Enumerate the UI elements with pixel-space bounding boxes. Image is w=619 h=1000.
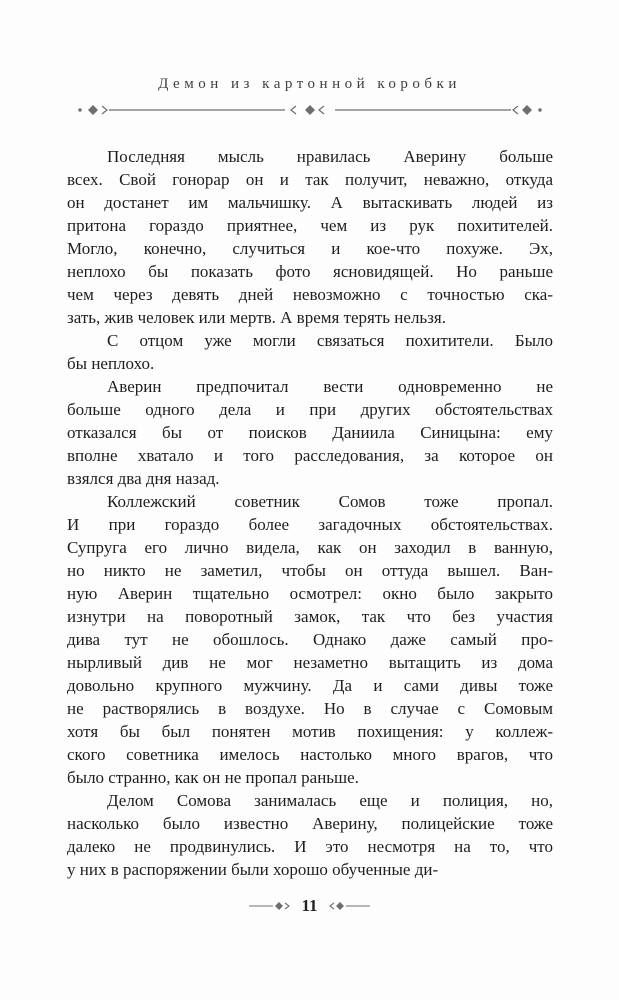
page-header-title: Демон из картонной коробки <box>158 76 461 92</box>
paragraph <box>67 375 553 490</box>
paragraph <box>67 145 553 329</box>
text-line: он достанет им мальчишку. А вытаскивать людей из <box>67 193 553 212</box>
text-line: далеко не продвинулись. И это несмотря на то, что <box>67 837 553 856</box>
text-line: дива тут не обошлось. Однако даже самый про- <box>67 630 553 649</box>
paragraph <box>67 789 553 881</box>
text-line: отказался бы от поисков Даниила Синицына: ему <box>67 423 553 442</box>
text-line: бы неплохо. <box>67 354 155 373</box>
text-line: всех. Свой гонорар он и так получит, неважно, откуда <box>67 170 553 189</box>
page-number: 11 <box>301 896 318 915</box>
ornamental-divider <box>75 102 545 118</box>
text-line: ского советника имелось настолько много врагов, что <box>67 745 553 764</box>
text-line: насколько было известно Аверину, полицейские тоже <box>67 814 553 833</box>
text-line: Последняя мысль нравилась Аверину больше <box>107 147 553 166</box>
paragraph <box>67 490 553 789</box>
text-line: Аверин предпочитал вести одновременно не <box>107 377 553 396</box>
text-line: И при гораздо более загадочных обстоятельствах. <box>67 515 553 534</box>
text-line: Могло, конечно, случиться и кое-что похуже. Эх, <box>67 239 553 258</box>
text-line: зать, жив человек или мертв. А время терять нельзя. <box>67 308 446 327</box>
text-line: Коллежский советник Сомов тоже пропал. <box>107 492 553 511</box>
text-line: больше одного дела и при других обстоятельствах <box>67 400 553 419</box>
text-line: взялся два дня назад. <box>67 469 220 488</box>
text-line: Делом Сомова занималась еще и полиция, но, <box>107 791 553 810</box>
paragraph <box>67 329 553 375</box>
text-line: чем через девять дней невозможно с точностью ска- <box>67 285 553 304</box>
text-line: у них в распоряжении были хорошо обученные ди- <box>67 860 439 879</box>
text-line: притона гораздо приятнее, чем из рук похитителей. <box>67 216 553 235</box>
text-line: изнутри на поворотный замок, так что без участия <box>67 607 553 626</box>
footer-ornament-left-icon <box>249 900 291 912</box>
text-body <box>67 145 553 881</box>
text-line: но никто не заметил, чтобы он оттуда вышел. Ван- <box>67 561 553 580</box>
text-line: вполне хватало и того расследования, за которое он <box>67 446 553 465</box>
text-line: ную Аверин тщательно осмотрел: окно было закрыто <box>67 584 553 603</box>
page-footer <box>0 896 619 916</box>
text-line: хотя бы был понятен мотив похищения: у коллеж- <box>67 722 553 741</box>
text-line: неплохо бы показать фото ясновидящей. Но раньше <box>67 262 553 281</box>
text-line: Супруга его лично видела, как он заходил в ванную, <box>67 538 553 557</box>
text-line: нырливый див не мог незаметно вытащить из дома <box>67 653 553 672</box>
text-line: не растворялись в воздухе. Но в случае с Сомовым <box>67 699 553 718</box>
text-line: довольно крупного мужчину. Да и сами дивы тоже <box>67 676 553 695</box>
text-line: было странно, как он не пропал раньше. <box>67 768 359 787</box>
text-line: С отцом уже могли связаться похитители. Было <box>107 331 553 350</box>
footer-ornament-right-icon <box>328 900 370 912</box>
